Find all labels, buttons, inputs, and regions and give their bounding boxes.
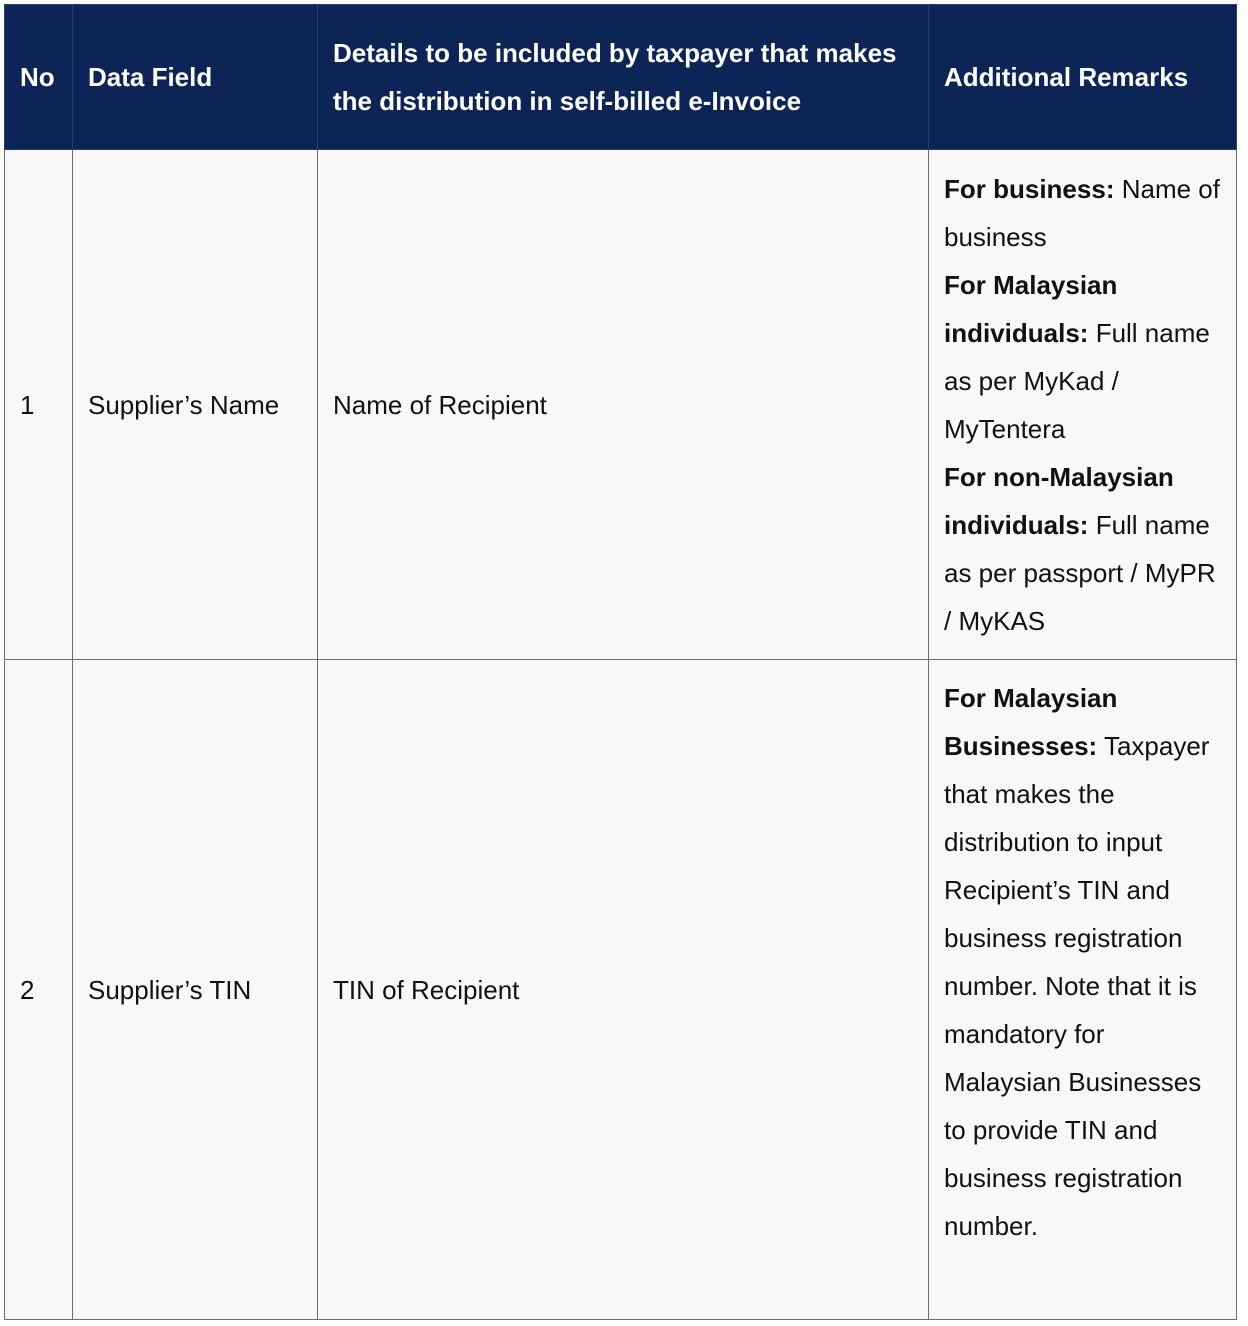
remark-label: For business: bbox=[944, 173, 1115, 204]
row-number: 2 bbox=[5, 660, 73, 1320]
header-row bbox=[5, 5, 1237, 150]
row-remarks bbox=[929, 660, 1237, 1320]
remark-text: Taxpayer that makes the distribution to input Recipient’s TIN and business registration number. Note that it is mandatory for Malaysian Businesses to provide TIN and business registration number. bbox=[944, 731, 1210, 1241]
remark-item bbox=[944, 453, 1221, 645]
row-data-field: Supplier’s Name bbox=[73, 150, 318, 660]
header-no: No bbox=[5, 5, 73, 150]
remark-label: For Malaysian Businesses: bbox=[944, 683, 1118, 761]
header-data-field: Data Field bbox=[73, 5, 318, 150]
table-header bbox=[5, 5, 1237, 150]
einvoice-fields-table bbox=[4, 4, 1237, 1320]
einvoice-table-container bbox=[4, 4, 1236, 1320]
row-details: TIN of Recipient bbox=[318, 660, 929, 1320]
table-row bbox=[5, 660, 1237, 1320]
row-number: 1 bbox=[5, 150, 73, 660]
remark-text: Name of business bbox=[944, 173, 1220, 252]
table-body bbox=[5, 150, 1237, 1320]
remark-label: For Malaysian individuals: bbox=[944, 269, 1118, 348]
row-remarks bbox=[929, 150, 1237, 660]
row-data-field: Supplier’s TIN bbox=[73, 660, 318, 1320]
remark-label: For non-Malaysian individuals: bbox=[944, 461, 1174, 540]
header-details: Details to be included by taxpayer that makes the distribution in self-billed e-Invoice bbox=[318, 5, 929, 150]
remark-text: Full name as per passport / MyPR / MyKAS bbox=[944, 509, 1216, 636]
header-remarks: Additional Remarks bbox=[929, 5, 1237, 150]
remark-item bbox=[944, 261, 1221, 453]
remark-item bbox=[944, 165, 1221, 261]
remark-text: Full name as per MyKad / MyTentera bbox=[944, 317, 1210, 444]
table-row bbox=[5, 150, 1237, 660]
row-details: Name of Recipient bbox=[318, 150, 929, 660]
remark-item bbox=[944, 674, 1221, 1250]
